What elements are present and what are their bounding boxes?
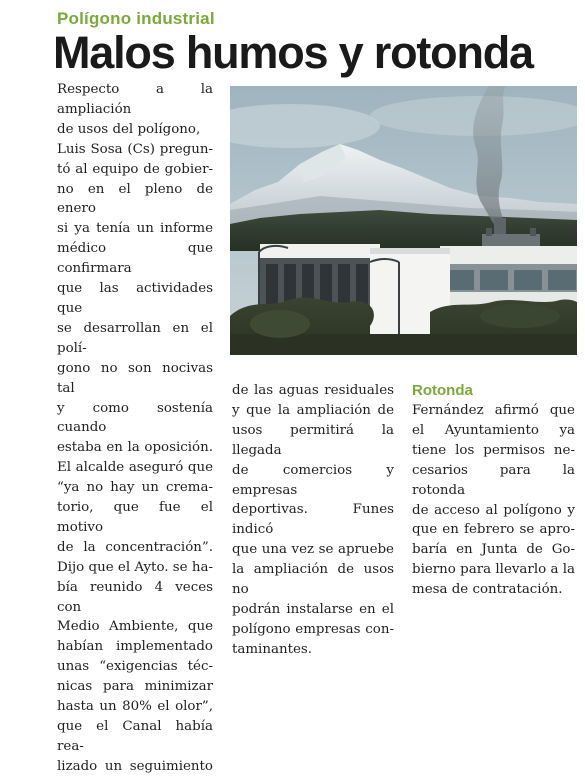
text-line: de usos del polígono, <box>57 121 201 137</box>
text-line: unas “exigencias téc- <box>57 659 213 675</box>
text-line: tó al equipo de gobier- <box>57 161 213 177</box>
subhead-rotonda: Rotonda <box>412 382 473 399</box>
text-line: tiene los permisos ne- <box>412 442 575 458</box>
text-line: bía reunido 4 veces con <box>57 579 213 615</box>
text-line: mesa de contratación. <box>412 582 563 598</box>
text-line: hasta un 80% el olor”, <box>57 699 213 715</box>
text-line: no en el pleno de enero <box>57 181 213 217</box>
article-photo <box>230 86 577 355</box>
text-line: la ampliación de usos no <box>232 562 394 598</box>
text-line: Fernández afirmó que <box>412 403 575 418</box>
text-line: baría en Junta de Go- <box>412 542 575 558</box>
text-line: y como sostenía cuando <box>57 400 213 436</box>
text-line: habían implementado <box>57 639 213 655</box>
text-line: taminantes. <box>232 641 313 657</box>
section-kicker: Polígono industrial <box>57 9 215 28</box>
text-line: podrán instalarse en el <box>232 601 394 617</box>
article-column-3 <box>412 381 575 600</box>
text-line: si ya tenía un informe <box>57 221 213 237</box>
text-line: de la concentración”. <box>57 539 213 555</box>
article-column-1 <box>57 80 213 777</box>
text-line: Luis Sosa (Cs) pregun- <box>57 141 213 157</box>
text-line: que el Canal había rea- <box>57 719 213 754</box>
text-line: estaba en la oposición. <box>57 440 213 456</box>
text-line: gono no son nocivas tal <box>57 360 213 396</box>
article-column-2 <box>232 381 394 660</box>
text-line: de acceso al polígono y <box>412 502 575 518</box>
text-line: Respecto a la ampliación <box>57 82 213 117</box>
text-line: bierno para llevarlo a la <box>412 562 575 578</box>
text-line: que las actividades que <box>57 281 213 316</box>
text-line: de comercios y empresas <box>232 462 394 498</box>
text-line: se desarrollan en el polí- <box>57 320 213 356</box>
text-line: Dijo que el Ayto. se ha- <box>57 559 213 575</box>
text-line: polígono empresas con- <box>232 621 394 637</box>
text-line: el Ayuntamiento ya <box>412 422 575 438</box>
text-line: cesarios para la rotonda <box>412 462 575 498</box>
text-line: y que la ampliación de <box>232 402 394 418</box>
text-line: que una vez se apruebe <box>232 542 394 558</box>
text-line: torio, que fue el motivo <box>57 500 213 535</box>
text-line: lizado un seguimiento <box>57 758 213 774</box>
text-line: nicas para minimizar <box>57 679 213 695</box>
text-line: de las aguas residuales <box>232 383 394 398</box>
text-line: médico que confirmara <box>57 241 213 277</box>
article-column-3-body <box>412 401 575 600</box>
text-line: El alcalde aseguró que <box>57 460 213 476</box>
headline: Malos humos y rotonda <box>53 27 533 78</box>
text-line: deportivas. Funes indicó <box>232 502 394 538</box>
text-line: que en febrero se apro- <box>412 522 575 538</box>
text-line: “ya no hay un crema- <box>57 480 213 496</box>
text-line: Medio Ambiente, que <box>57 619 213 635</box>
text-line: usos permitirá la llegada <box>232 422 394 458</box>
